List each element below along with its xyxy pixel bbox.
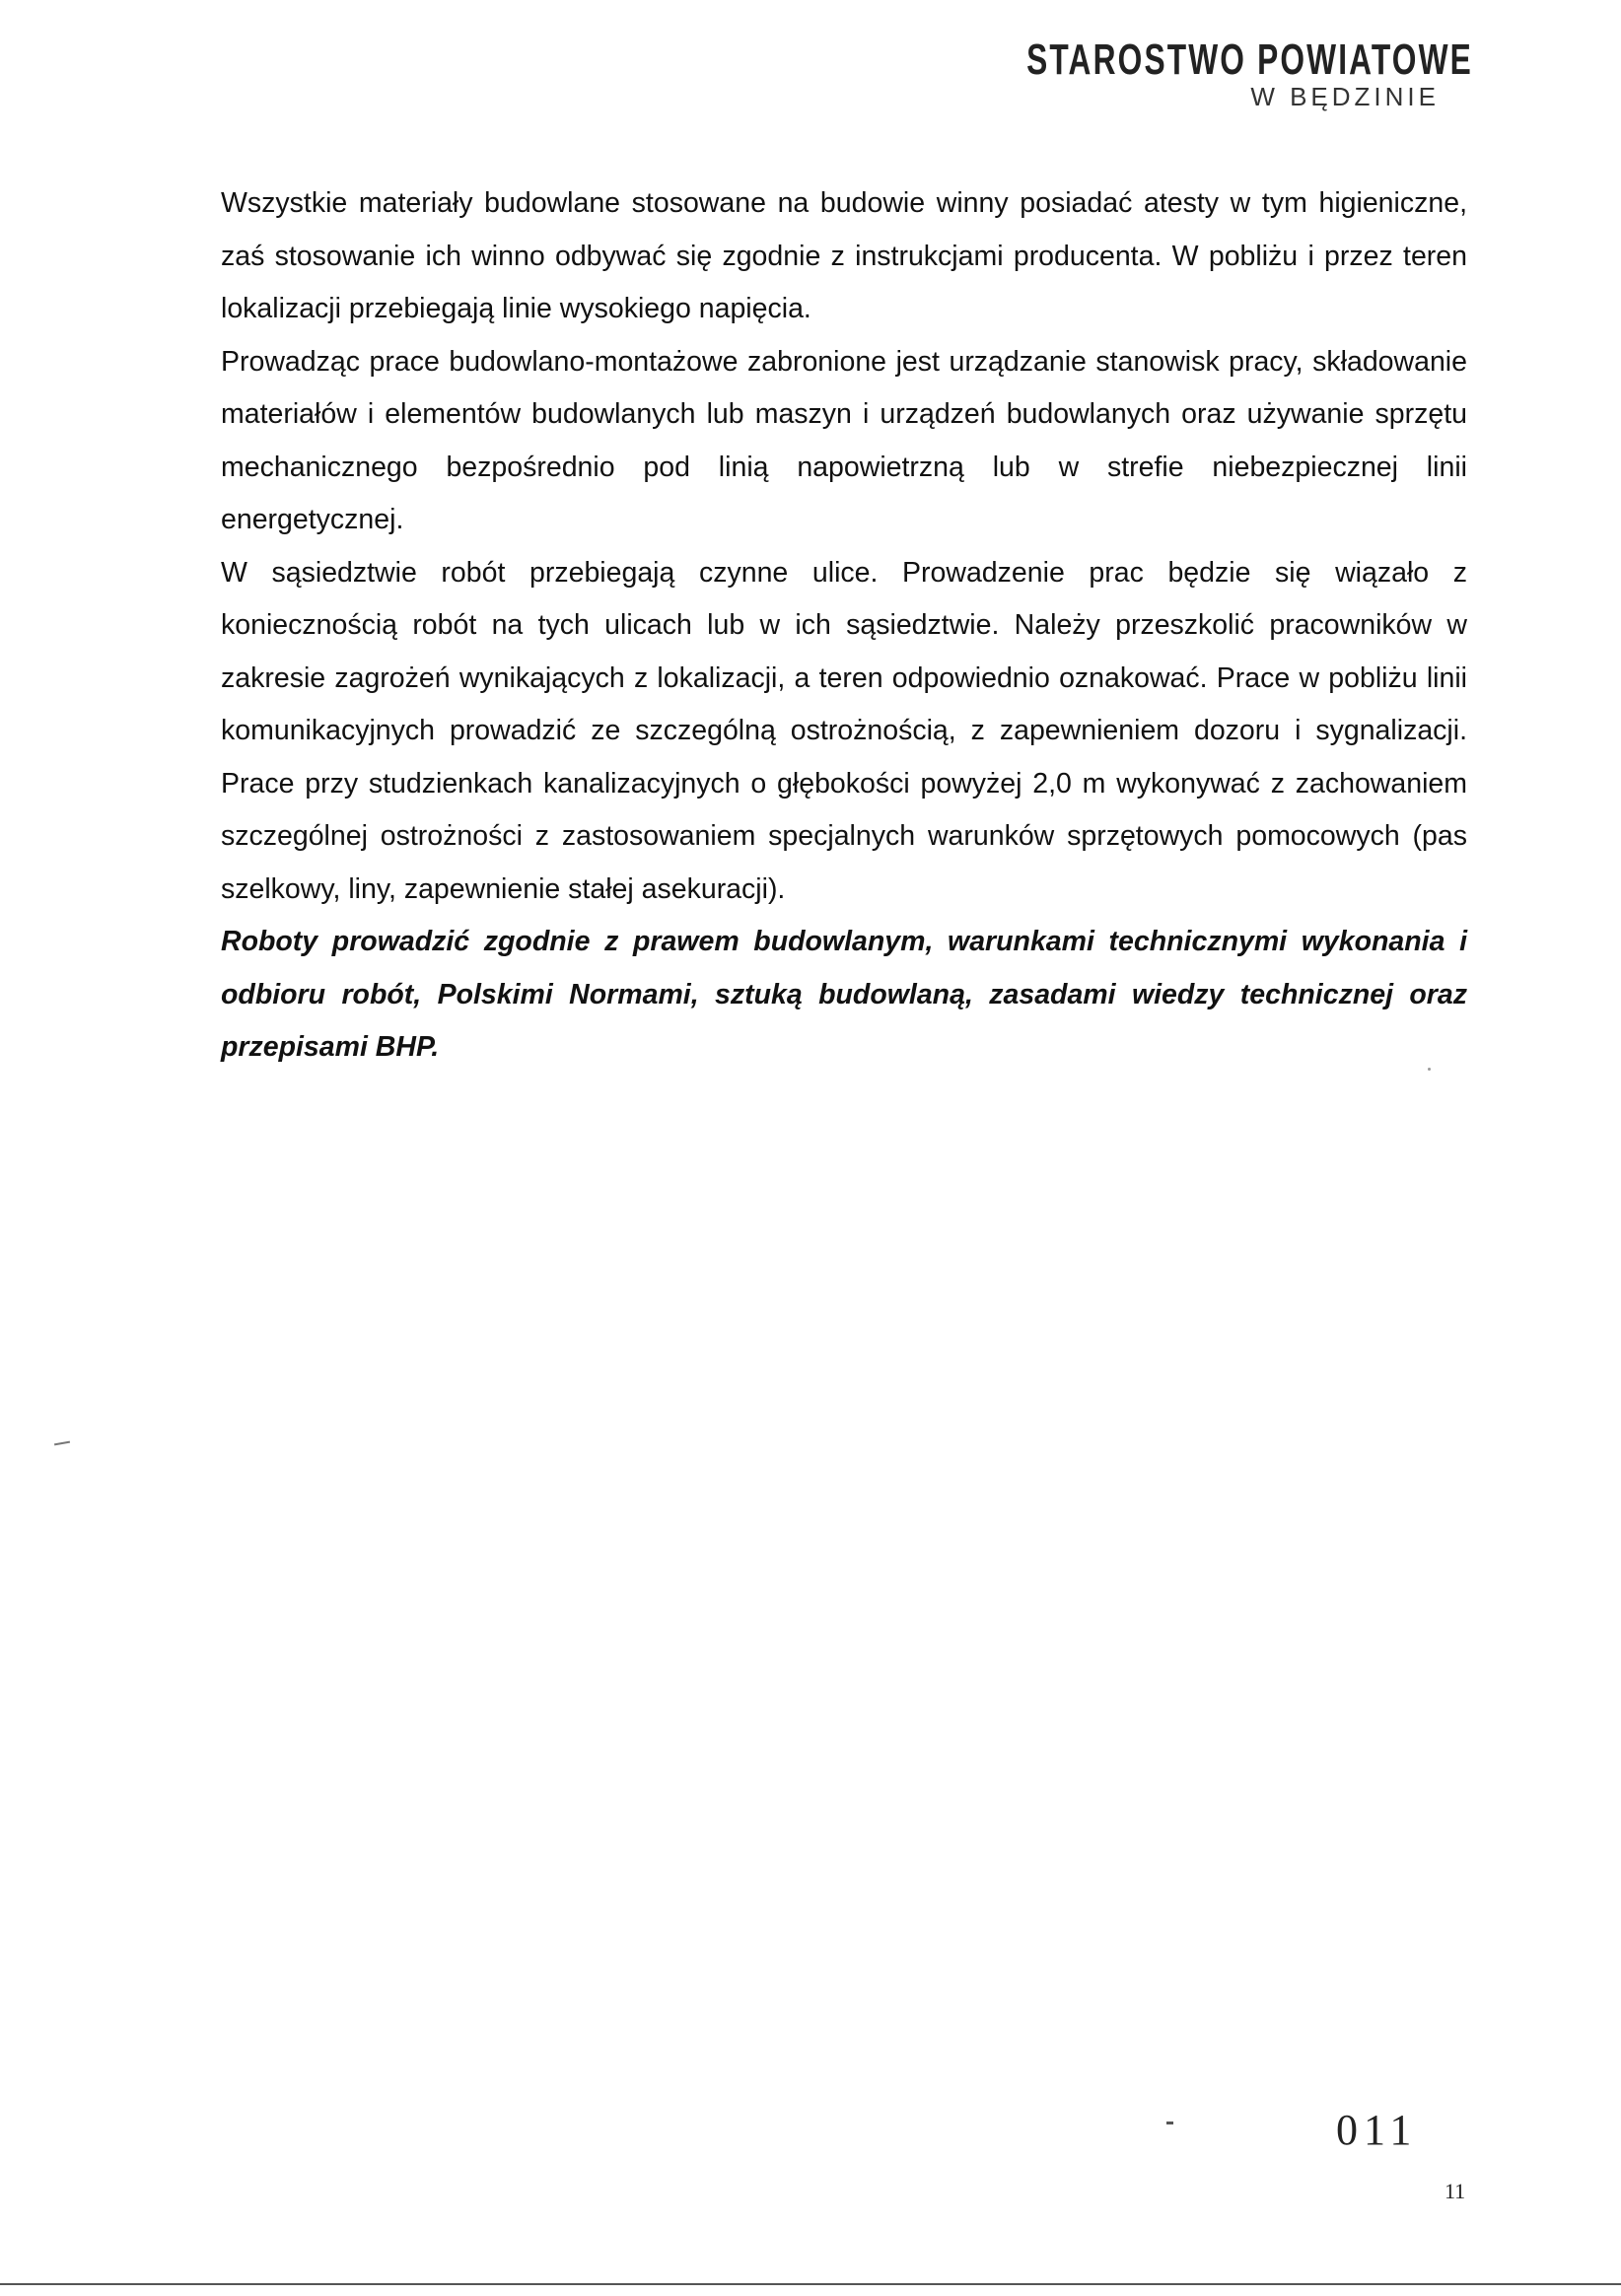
paragraph-regulations: Roboty prowadzić zgodnie z prawem budowlanym, warunkami technicznymi wykonania i odbioru robót, Polskimi Normami, sztuką budowlaną, zasadami wiedzy technicznej oraz przepisami BHP. bbox=[221, 926, 1467, 1063]
bottom-edge-line bbox=[0, 2283, 1621, 2285]
page-number: 11 bbox=[1445, 2179, 1466, 2203]
document-body bbox=[221, 177, 1467, 1075]
sheet-number-stamp: 011 bbox=[1336, 2106, 1418, 2154]
scan-mark bbox=[54, 1441, 70, 1446]
stamp-office-city: W BĘDZINIE bbox=[1250, 82, 1440, 111]
office-stamp bbox=[853, 37, 1473, 110]
paragraph-power-lines: Prowadząc prace budowlano-montażowe zabronione jest urządzanie stanowisk pracy, składowanie materiałów i elementów budowlanych lub maszyn i urządzeń budowlanych oraz używanie sprzętu mechanicznego bezpośrednio pod linią napowietrzną lub w strefie niebezpiecznej linii energetycznej. bbox=[221, 345, 1467, 535]
scan-mark bbox=[1428, 1068, 1431, 1071]
scan-mark bbox=[1166, 2122, 1173, 2124]
stamp-office-name: STAROSTWO POWIATOWE bbox=[1026, 35, 1473, 84]
paragraph-streets: W sąsiedztwie robót przebiegają czynne ulice. Prowadzenie prac będzie się wiązało z koniecznością robót na tych ulicach lub w ich sąsiedztwie. Należy przeszkolić pracowników w zakresie zagrożeń wynikających z lokalizacji, a teren odpowiednio oznakować. Prace w pobliżu linii komunikacyjnych prowadzić ze szczególną ostrożnością, z zapewnieniem dozoru i sygnalizacji. Prace przy studzienkach kanalizacyjnych o głębokości powyżej 2,0 m wykonywać z zachowaniem szczególnej ostrożności z zastosowaniem specjalnych warunków sprzętowych pomocowych (pas szelkowy, liny, zapewnienie stałej asekuracji). bbox=[221, 556, 1467, 905]
paragraph-materials: Wszystkie materiały budowlane stosowane na budowie winny posiadać atesty w tym higieniczne, zaś stosowanie ich winno odbywać się zgodnie z instrukcjami producenta. W pobliżu i przez teren lokalizacji przebiegają linie wysokiego napięcia. bbox=[221, 187, 1467, 324]
